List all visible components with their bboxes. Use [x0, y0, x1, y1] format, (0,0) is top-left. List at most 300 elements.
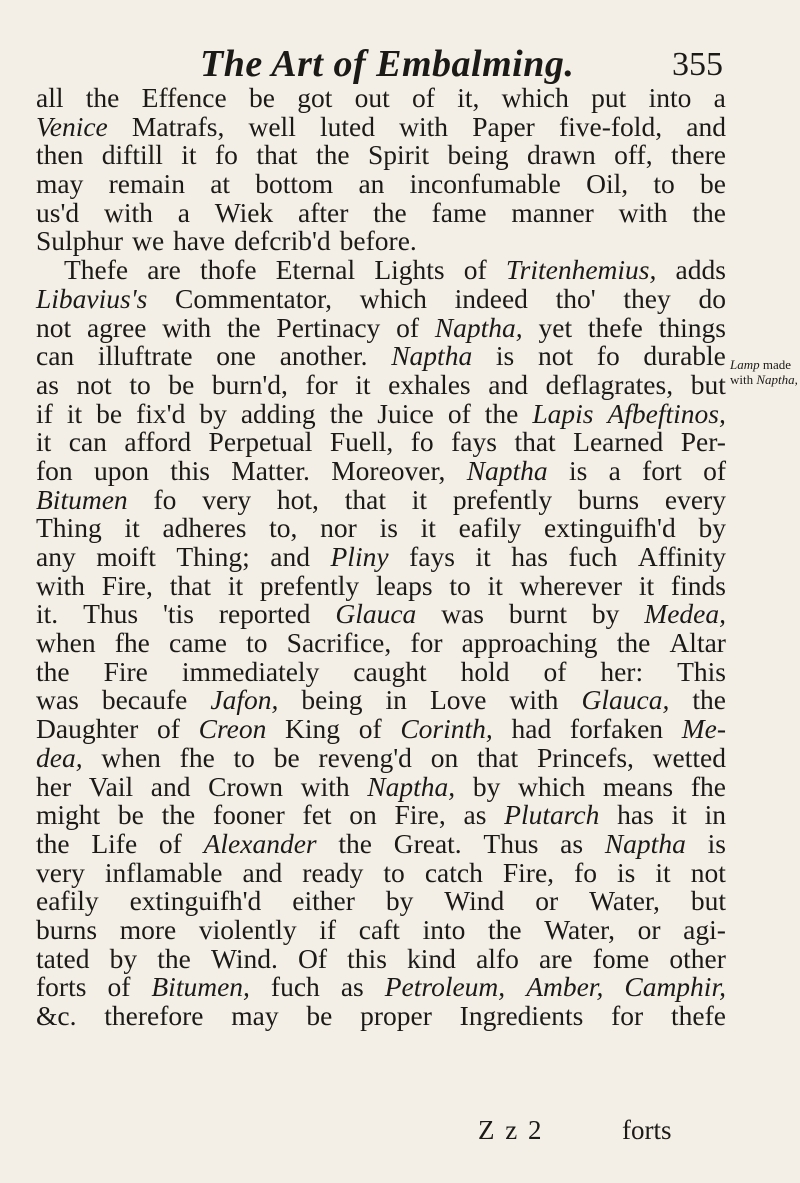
word: forfaken — [569, 713, 664, 745]
word: This — [677, 655, 726, 687]
word: of — [107, 971, 131, 1003]
word: kind — [407, 942, 456, 974]
text-line — [36, 600, 726, 629]
word: Naptha — [391, 340, 473, 372]
word: by — [698, 512, 726, 544]
word: or — [535, 885, 559, 917]
word: Oil, — [586, 168, 629, 200]
word: fooner — [213, 799, 285, 831]
word: it — [411, 483, 428, 515]
word: may — [36, 168, 84, 200]
text-line — [36, 397, 726, 429]
text-line — [36, 110, 726, 142]
word: Learned — [573, 426, 664, 458]
word: the — [329, 397, 364, 429]
word: fon — [36, 454, 73, 486]
word: tho' — [555, 282, 596, 314]
word: adds — [675, 254, 726, 286]
word: the — [36, 827, 70, 859]
word: be — [306, 1000, 333, 1031]
word: Camphir, — [624, 971, 726, 1003]
word: eafily — [36, 885, 99, 917]
text-line — [36, 227, 726, 256]
word: when — [101, 741, 161, 773]
word: it — [638, 569, 655, 601]
word: being — [447, 139, 509, 171]
word: is — [707, 827, 726, 859]
text-line — [36, 141, 726, 170]
word: fet — [302, 799, 332, 831]
word: as — [36, 368, 59, 400]
word: is — [379, 512, 398, 544]
word: the — [85, 82, 120, 113]
word: it. — [36, 598, 59, 630]
word: Medea, — [644, 598, 726, 630]
word: very — [202, 483, 252, 515]
word: Life — [91, 827, 138, 859]
word: by — [472, 770, 501, 802]
word: Spirit — [367, 139, 430, 171]
word: can — [68, 426, 107, 458]
word: Crown — [208, 770, 284, 802]
word: the — [227, 311, 261, 343]
word: be — [117, 799, 144, 831]
word: reveng'd — [318, 741, 412, 773]
text-line — [36, 770, 726, 802]
word: are — [538, 942, 573, 974]
word: there — [671, 139, 726, 171]
word: Amber, — [526, 971, 604, 1003]
word: to — [246, 627, 268, 659]
word: may — [231, 1000, 279, 1031]
word: with — [399, 110, 449, 142]
word: of — [158, 827, 182, 859]
marginal-note-with: with — [730, 372, 754, 387]
marginal-note-made: made — [762, 357, 792, 372]
text-line — [36, 256, 726, 285]
text-line — [36, 741, 726, 773]
running-head — [0, 38, 800, 88]
word: at — [210, 168, 231, 200]
word: prefently — [259, 569, 360, 601]
word: Fuell, — [329, 426, 394, 458]
word: Fire, — [502, 856, 555, 888]
word: Bitumen, — [151, 971, 250, 1003]
word: Moreover, — [331, 454, 446, 486]
word: not — [36, 311, 72, 343]
word: Wiek — [214, 196, 274, 228]
word: adding — [240, 397, 316, 429]
marginal-note-line-2 — [730, 372, 798, 387]
word: luted — [320, 110, 375, 142]
word: well — [248, 110, 296, 142]
text-line — [36, 483, 726, 515]
word: fhe — [690, 770, 726, 802]
word: adheres — [162, 512, 247, 544]
word: it — [227, 569, 244, 601]
word: Sulphur — [36, 225, 124, 257]
word: fo — [596, 340, 620, 372]
word: and — [270, 541, 310, 572]
word: was — [441, 598, 484, 630]
text-line — [36, 887, 726, 916]
word: thefe — [587, 311, 643, 343]
text-line — [36, 428, 726, 457]
word: tated — [36, 942, 90, 974]
word: put — [591, 82, 627, 113]
word: it — [475, 541, 491, 572]
word: fix'd — [136, 397, 186, 429]
word: Wind. — [210, 942, 278, 974]
word: not — [76, 368, 112, 400]
word: it — [36, 426, 52, 458]
word: Glauca — [335, 598, 417, 630]
word: Naptha, — [434, 311, 523, 343]
word: Great. — [393, 827, 462, 859]
word: had — [511, 713, 552, 745]
word: nor — [320, 512, 357, 544]
word: Bitumen — [36, 483, 128, 515]
text-line — [36, 715, 726, 744]
word: therefore — [104, 1000, 204, 1031]
word: and — [242, 856, 283, 888]
word: of — [463, 254, 487, 286]
word: caft — [358, 913, 400, 945]
word: this — [347, 942, 387, 974]
word: Matter. — [231, 454, 310, 486]
word: this — [170, 454, 210, 486]
text-line — [36, 973, 726, 1002]
word: burns — [36, 913, 98, 945]
word: more — [119, 913, 177, 945]
word: other — [669, 942, 726, 974]
marginal-note-lamp: Lamp — [730, 357, 760, 372]
text-line — [36, 856, 726, 888]
marginal-note — [730, 357, 798, 387]
word: by — [199, 397, 227, 429]
word: be — [699, 168, 726, 200]
word: alfo — [476, 942, 519, 974]
word: fo — [214, 139, 238, 171]
word: fort — [642, 454, 682, 486]
word: fo — [153, 483, 177, 515]
word: remain — [108, 168, 185, 200]
word: Eternal — [275, 254, 356, 286]
text-line — [36, 342, 726, 371]
word: of — [358, 713, 382, 745]
word: it, — [457, 82, 480, 113]
text-line — [36, 170, 726, 199]
word: a — [177, 196, 190, 228]
word: to — [449, 569, 471, 601]
word: diftill — [101, 139, 163, 171]
word: that — [169, 569, 211, 601]
word: of — [703, 454, 726, 486]
word: us'd — [36, 196, 80, 228]
word: fame — [431, 196, 487, 228]
catchword: forts — [622, 1115, 672, 1145]
word: is — [617, 856, 636, 888]
word: indeed — [454, 282, 528, 314]
text-line — [36, 311, 726, 343]
word: Vail — [88, 770, 134, 802]
word: it — [487, 569, 503, 601]
word: Water, — [544, 913, 615, 945]
word: Thus — [483, 827, 539, 859]
word: Pertinacy — [276, 311, 381, 343]
word: of — [157, 713, 180, 745]
word: every — [664, 483, 726, 515]
word: Perpetual — [208, 426, 313, 458]
word: when — [36, 627, 96, 659]
text-line — [36, 282, 726, 314]
word: Plutarch — [504, 799, 600, 831]
word: but — [690, 885, 726, 917]
text-line — [36, 942, 726, 974]
word: be — [273, 741, 300, 773]
word: Tritenhemius, — [505, 254, 657, 286]
word: which — [517, 770, 586, 802]
word: one — [216, 340, 256, 372]
word: immediately — [181, 655, 320, 687]
word: burn'd, — [211, 368, 288, 400]
word: fo — [574, 856, 597, 888]
word: with — [103, 196, 153, 228]
word: do — [698, 282, 726, 314]
word: Lapis — [532, 397, 594, 429]
page-number: 355 — [672, 46, 723, 83]
word: be — [96, 397, 123, 429]
word: that — [344, 483, 386, 515]
word: bottom — [255, 168, 334, 200]
word: Sacrifice, — [286, 627, 392, 659]
word: it — [355, 368, 371, 400]
word: before. — [339, 225, 417, 257]
word: of — [447, 397, 471, 429]
word: Commentator, — [175, 282, 333, 314]
word: the — [484, 397, 519, 429]
word: if — [319, 913, 337, 945]
word: into — [422, 913, 466, 945]
running-title: The Art of Embalming. — [200, 43, 575, 85]
word: either — [292, 885, 355, 917]
word: after — [297, 196, 349, 228]
word: extinguifh'd — [544, 512, 676, 544]
word: burns — [577, 483, 640, 515]
word: fays — [409, 541, 455, 572]
word: with — [162, 311, 212, 343]
word: Naptha, — [367, 770, 456, 802]
word: which — [359, 282, 427, 314]
word: by — [385, 885, 414, 917]
word: has — [617, 799, 654, 831]
word: finds — [670, 569, 726, 601]
word: are — [147, 254, 181, 286]
word: Love — [429, 684, 487, 716]
word: as — [463, 799, 487, 831]
word: they — [623, 282, 671, 314]
word: that — [256, 139, 298, 171]
word: then — [36, 139, 84, 171]
word: off, — [614, 139, 653, 171]
word: as — [340, 971, 364, 1003]
word: if — [36, 397, 53, 429]
word: leaps — [376, 569, 433, 601]
word: Naptha — [466, 454, 548, 486]
word: her: — [600, 655, 644, 687]
word: the — [692, 196, 726, 228]
word: was — [36, 684, 79, 716]
word: to — [233, 741, 255, 773]
word: Pliny — [330, 541, 389, 572]
word: manner — [511, 196, 594, 228]
word: it — [124, 512, 140, 544]
word: reported — [218, 598, 311, 630]
word: Naptha — [604, 827, 686, 859]
word: Thus — [83, 598, 139, 630]
word: things — [658, 311, 726, 343]
word: on — [430, 741, 459, 773]
word: is — [495, 340, 515, 372]
word: can — [36, 340, 75, 372]
word: hold — [460, 655, 510, 687]
word: Petroleum, — [384, 971, 506, 1003]
word: Me- — [681, 713, 726, 745]
word: agi- — [683, 913, 726, 945]
word: inconfumable — [409, 168, 561, 200]
word: Daughter — [36, 713, 139, 745]
word: her — [36, 770, 72, 802]
word: Juice — [377, 397, 434, 429]
word: that — [476, 741, 519, 773]
word: drawn — [527, 139, 596, 171]
text-line — [36, 655, 726, 687]
word: it — [181, 139, 197, 171]
text-line — [36, 913, 726, 945]
word: proper — [360, 1000, 432, 1031]
word: five-fold, — [558, 110, 663, 142]
word: fays — [451, 426, 497, 458]
word: in — [704, 799, 726, 831]
word: upon — [93, 454, 149, 486]
word: on — [349, 799, 377, 831]
word: being — [301, 684, 363, 716]
word: Fire, — [101, 569, 153, 601]
word: fuch — [270, 971, 320, 1003]
word: fhe — [179, 741, 215, 773]
word: the — [692, 684, 726, 716]
word: of — [543, 655, 567, 687]
word: Venice — [36, 110, 108, 142]
word: it — [671, 799, 687, 831]
word: Thefe — [64, 254, 129, 286]
word: the — [315, 139, 350, 171]
text-line — [36, 84, 726, 113]
word: Water, — [589, 885, 660, 917]
word: fuch — [568, 541, 618, 572]
word: an — [358, 168, 385, 200]
word: to, — [269, 512, 298, 544]
word: with — [300, 770, 350, 802]
word: with — [36, 569, 85, 601]
word: the — [161, 799, 196, 831]
word: into — [648, 82, 692, 113]
word: fome — [592, 942, 650, 974]
word: Per- — [680, 426, 726, 458]
text-line — [36, 454, 726, 486]
word: Thing; — [176, 541, 250, 572]
text-line — [36, 801, 726, 830]
word: caught — [353, 655, 427, 687]
word: Glauca, — [581, 684, 670, 716]
word: deflagrates, — [545, 368, 674, 400]
word: Fire — [103, 655, 148, 687]
word: extinguifh'd — [129, 885, 262, 917]
word: Of — [298, 942, 328, 974]
word: Lights — [374, 254, 445, 286]
word: catch — [424, 856, 483, 888]
word: any — [36, 541, 76, 572]
text-line — [36, 514, 726, 543]
text-line — [36, 629, 726, 658]
word: dea, — [36, 741, 83, 773]
word: be — [168, 368, 195, 400]
word: Affinity — [637, 541, 726, 572]
word: the — [36, 655, 70, 687]
word: have — [173, 225, 226, 257]
word: the — [487, 913, 522, 945]
word: Corinth, — [400, 713, 493, 745]
word: in — [385, 684, 407, 716]
word: as — [560, 827, 584, 859]
word: yet — [538, 311, 573, 343]
text-line — [36, 686, 726, 715]
word: a — [608, 454, 621, 486]
word: Ingredients — [459, 1000, 584, 1031]
word: and — [150, 770, 191, 802]
word: means — [602, 770, 674, 802]
word: 'tis — [162, 598, 194, 630]
word: the — [338, 827, 372, 859]
word: inflamable — [104, 856, 223, 888]
word: wetted — [652, 741, 726, 773]
word: approaching — [461, 627, 598, 659]
word: eafily — [458, 512, 522, 544]
word: Libavius's — [36, 282, 148, 314]
word: King — [285, 713, 341, 745]
word: for — [410, 627, 443, 659]
word: wherever — [519, 569, 622, 601]
word: and — [686, 110, 726, 142]
word: Afbeftinos, — [607, 397, 726, 429]
text-line — [36, 543, 726, 572]
word: Thing — [36, 512, 102, 544]
word: to — [653, 168, 675, 200]
word: it — [655, 856, 671, 888]
word: out — [354, 82, 390, 113]
word: &c. — [36, 1000, 77, 1031]
marginal-note-line-1 — [730, 357, 798, 372]
marginal-note-naptha: Naptha, — [756, 372, 798, 387]
word: forts — [36, 971, 87, 1003]
word: Creon — [198, 713, 267, 745]
body-text — [36, 84, 726, 1031]
word: of — [396, 311, 420, 343]
word: of — [412, 82, 435, 113]
word: got — [297, 82, 333, 113]
word: Fire, — [394, 799, 446, 831]
word: defcrib'd — [234, 225, 331, 257]
